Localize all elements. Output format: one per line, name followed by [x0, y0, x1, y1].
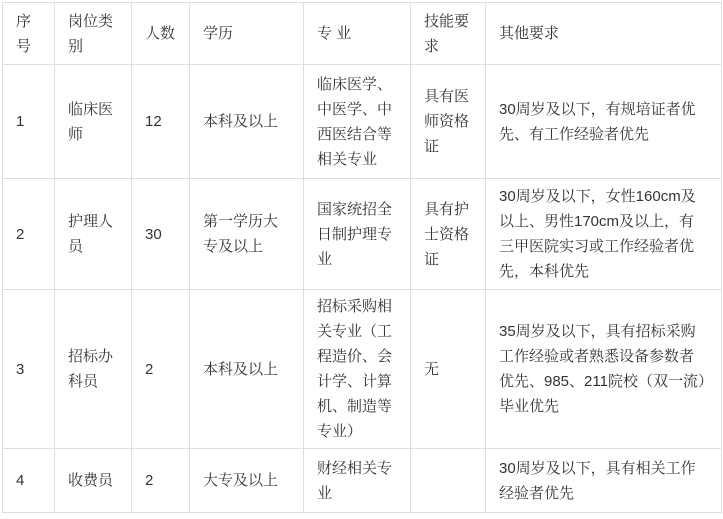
table-row [3, 290, 722, 449]
cell-skill: 具有护士资格证 [411, 179, 486, 290]
cell-education: 本科及以上 [190, 65, 304, 179]
cell-major: 财经相关专业 [304, 449, 411, 513]
cell-count: 30 [132, 179, 190, 290]
table-row [3, 65, 722, 179]
cell-count: 2 [132, 290, 190, 449]
column-header-major: 专 业 [304, 3, 411, 65]
cell-count: 12 [132, 65, 190, 179]
cell-other: 30周岁及以下，具有相关工作经验者优先 [486, 449, 722, 513]
cell-major: 国家统招全日制护理专业 [304, 179, 411, 290]
cell-category: 收费员 [55, 449, 132, 513]
cell-major: 招标采购相关专业（工程造价、会计学、计算机、制造等专业） [304, 290, 411, 449]
cell-other: 30周岁及以下，有规培证者优先、有工作经验者优先 [486, 65, 722, 179]
cell-other: 30周岁及以下，女性160cm及以上、男性170cm及以上，有三甲医院实习或工作经验者优先，本科优先 [486, 179, 722, 290]
cell-seq: 3 [3, 290, 55, 449]
cell-skill: 具有医师资格证 [411, 65, 486, 179]
cell-category: 护理人员 [55, 179, 132, 290]
cell-other: 35周岁及以下，具有招标采购工作经验或者熟悉设备参数者优先、985、211院校（双一流）毕业优先 [486, 290, 722, 449]
cell-skill: 无 [411, 290, 486, 449]
cell-education: 大专及以上 [190, 449, 304, 513]
column-header-skill: 技能要求 [411, 3, 486, 65]
cell-seq: 2 [3, 179, 55, 290]
cell-count: 2 [132, 449, 190, 513]
cell-skill [411, 449, 486, 513]
cell-education: 第一学历大专及以上 [190, 179, 304, 290]
cell-major: 临床医学、中医学、中西医结合等相关专业 [304, 65, 411, 179]
cell-category: 临床医师 [55, 65, 132, 179]
column-header-education: 学历 [190, 3, 304, 65]
cell-seq: 1 [3, 65, 55, 179]
column-header-other: 其他要求 [486, 3, 722, 65]
cell-category: 招标办科员 [55, 290, 132, 449]
cell-education: 本科及以上 [190, 290, 304, 449]
header-row [3, 3, 722, 65]
column-header-category: 岗位类别 [55, 3, 132, 65]
table-row [3, 449, 722, 513]
job-requirements-table [2, 2, 722, 513]
column-header-seq: 序号 [3, 3, 55, 65]
column-header-count: 人数 [132, 3, 190, 65]
table-row [3, 179, 722, 290]
cell-seq: 4 [3, 449, 55, 513]
